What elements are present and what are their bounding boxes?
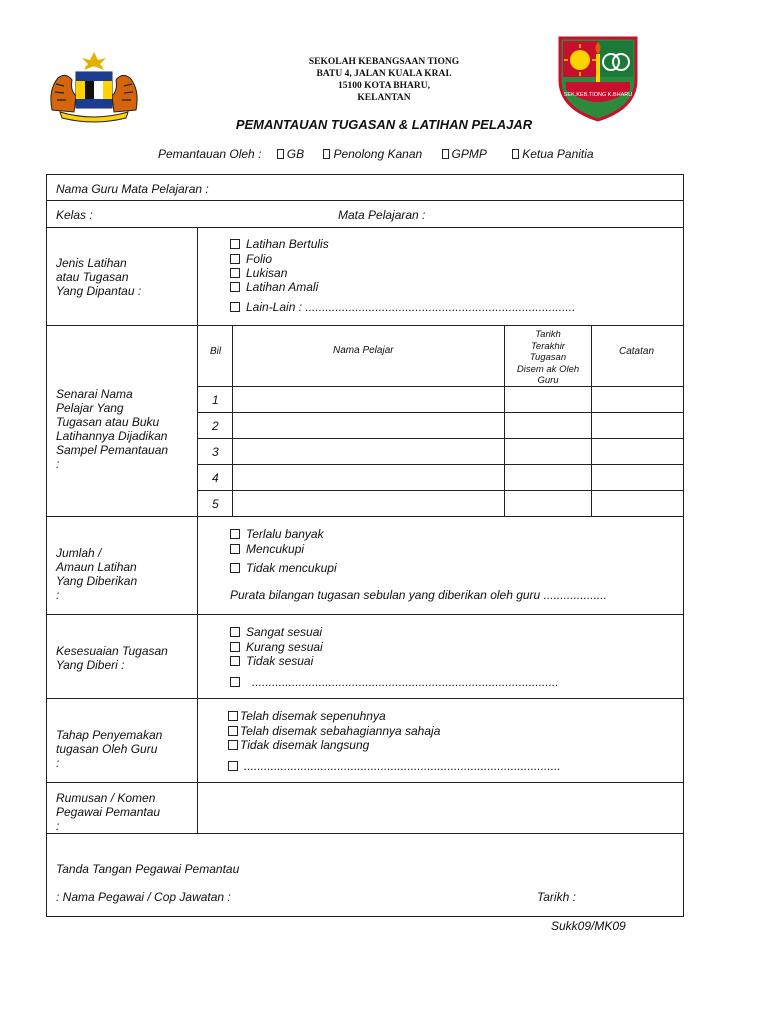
divider — [198, 464, 684, 465]
divider — [46, 200, 684, 201]
option-other[interactable]: ............................................................................................... — [228, 759, 561, 773]
checkbox-icon[interactable] — [228, 711, 238, 721]
column-header-bil: Bil — [210, 346, 222, 357]
school-address — [200, 56, 568, 104]
table-row-number: 2 — [212, 419, 219, 433]
student-list-label: Senarai Nama Pelajar Yang Tugasan atau Buku Latihannya Dijadikan Sampel Pemantauan : — [56, 387, 169, 471]
option-penolong-kanan[interactable]: Penolong Kanan — [323, 147, 428, 161]
option-mencukupi[interactable]: Mencukupi — [230, 542, 304, 556]
divider — [46, 833, 684, 834]
column-divider — [504, 325, 505, 516]
option-latihan-bertulis[interactable]: Latihan Bertulis — [230, 237, 329, 251]
divider — [198, 490, 684, 491]
column-header-name: Nama Pelajar — [333, 345, 394, 356]
checkbox-icon[interactable] — [230, 239, 240, 249]
crest-motto: SEK.KEB.TIONG K.BHARU — [563, 92, 633, 98]
option-other[interactable]: ............................................................................................ — [230, 675, 559, 689]
option-sangat-sesuai[interactable]: Sangat sesuai — [230, 625, 322, 639]
table-row-number: 5 — [212, 497, 219, 511]
divider — [198, 438, 684, 439]
average-text: Purata bilangan tugasan sebulan yang diberikan oleh guru ................... — [230, 588, 607, 602]
checkbox-icon[interactable] — [230, 563, 240, 573]
column-header-notes: Catatan — [619, 346, 655, 357]
checkbox-icon[interactable] — [230, 302, 240, 312]
checkbox-icon[interactable] — [230, 529, 240, 539]
form-code: Sukk09/MK09 — [551, 919, 626, 933]
table-row-number: 4 — [212, 471, 219, 485]
monitored-by-row — [158, 147, 606, 161]
divider — [46, 614, 684, 615]
checkbox-icon[interactable] — [230, 627, 240, 637]
checkbox-icon[interactable] — [230, 282, 240, 292]
divider — [46, 227, 684, 228]
option-terlalu-banyak[interactable]: Terlalu banyak — [230, 527, 324, 541]
option-disemak-sebahagian[interactable]: Telah disemak sebahagiannya sahaja — [228, 724, 440, 738]
option-tidak-disemak[interactable]: Tidak disemak langsung — [228, 738, 369, 752]
column-divider — [591, 325, 592, 516]
school-state: KELANTAN — [357, 93, 411, 103]
table-row-number: 1 — [212, 393, 219, 407]
suitability-label: Kesesuaian Tugasan Yang Diberi : — [56, 644, 168, 672]
option-gb[interactable]: GB — [277, 147, 310, 161]
option-kurang-sesuai[interactable]: Kurang sesuai — [230, 640, 323, 654]
checkbox-icon[interactable] — [512, 149, 519, 159]
coat-of-arms-icon — [46, 50, 142, 124]
officer-name-label: : Nama Pegawai / Cop Jawatan : — [56, 890, 231, 904]
school-crest-icon — [556, 34, 640, 122]
checkbox-icon[interactable] — [323, 149, 330, 159]
option-ketua-panitia[interactable]: Ketua Panitia — [512, 147, 599, 161]
checkbox-icon[interactable] — [228, 740, 238, 750]
option-tidak-mencukupi[interactable]: Tidak mencukupi — [230, 561, 337, 575]
option-folio[interactable]: Folio — [230, 252, 272, 266]
school-postcode: 15100 KOTA BHARU, — [338, 81, 430, 91]
date-label: Tarikh : — [537, 890, 576, 904]
checkbox-icon[interactable] — [230, 642, 240, 652]
divider — [198, 412, 684, 413]
summary-input[interactable] — [200, 785, 682, 831]
table-row-number: 3 — [212, 445, 219, 459]
school-address-line: BATU 4, JALAN KUALA KRAI. — [316, 69, 452, 79]
divider — [46, 698, 684, 699]
teacher-name-label: Nama Guru Mata Pelajaran : — [56, 182, 209, 196]
checking-label: Tahap Penyemakan tugasan Oleh Guru : — [56, 728, 163, 770]
checkbox-icon[interactable] — [230, 544, 240, 554]
checkbox-icon[interactable] — [228, 726, 238, 736]
divider — [46, 516, 684, 517]
checkbox-icon[interactable] — [230, 677, 240, 687]
checkbox-icon[interactable] — [228, 761, 238, 771]
option-lukisan[interactable]: Lukisan — [230, 266, 287, 280]
checkbox-icon[interactable] — [442, 149, 449, 159]
checkbox-icon[interactable] — [230, 656, 240, 666]
column-header-date: Tarikh Terakhir Tugasan Disem ak Oleh Guru — [516, 329, 580, 386]
checkbox-icon[interactable] — [230, 268, 240, 278]
divider — [198, 386, 684, 387]
divider — [46, 782, 684, 783]
class-label: Kelas : — [56, 208, 93, 222]
checkbox-icon[interactable] — [277, 149, 284, 159]
column-divider — [197, 227, 198, 833]
checkbox-icon[interactable] — [230, 254, 240, 264]
column-divider — [232, 325, 233, 516]
signature-label: Tanda Tangan Pegawai Pemantau — [56, 862, 240, 876]
subject-label: Mata Pelajaran : — [338, 208, 426, 222]
option-gpmp[interactable]: GPMP — [442, 147, 493, 161]
option-latihan-amali[interactable]: Latihan Amali — [230, 280, 318, 294]
divider — [46, 325, 684, 326]
page-title: PEMANTAUAN TUGASAN & LATIHAN PELAJAR — [235, 117, 533, 132]
exercise-type-label: Jenis Latihan atau Tugasan Yang Dipantau : — [56, 256, 142, 298]
school-name: SEKOLAH KEBANGSAAN TIONG — [308, 57, 460, 67]
monitored-by-label: Pemantauan Oleh : — [158, 147, 262, 161]
option-lain-lain[interactable]: Lain-Lain : ................................................................................. — [230, 300, 575, 314]
option-disemak-sepenuhnya[interactable]: Telah disemak sepenuhnya — [228, 709, 386, 723]
summary-label: Rumusan / Komen Pegawai Pemantau : — [56, 791, 161, 833]
amount-label: Jumlah / Amaun Latihan Yang Diberikan : — [56, 546, 138, 602]
option-tidak-sesuai[interactable]: Tidak sesuai — [230, 654, 313, 668]
